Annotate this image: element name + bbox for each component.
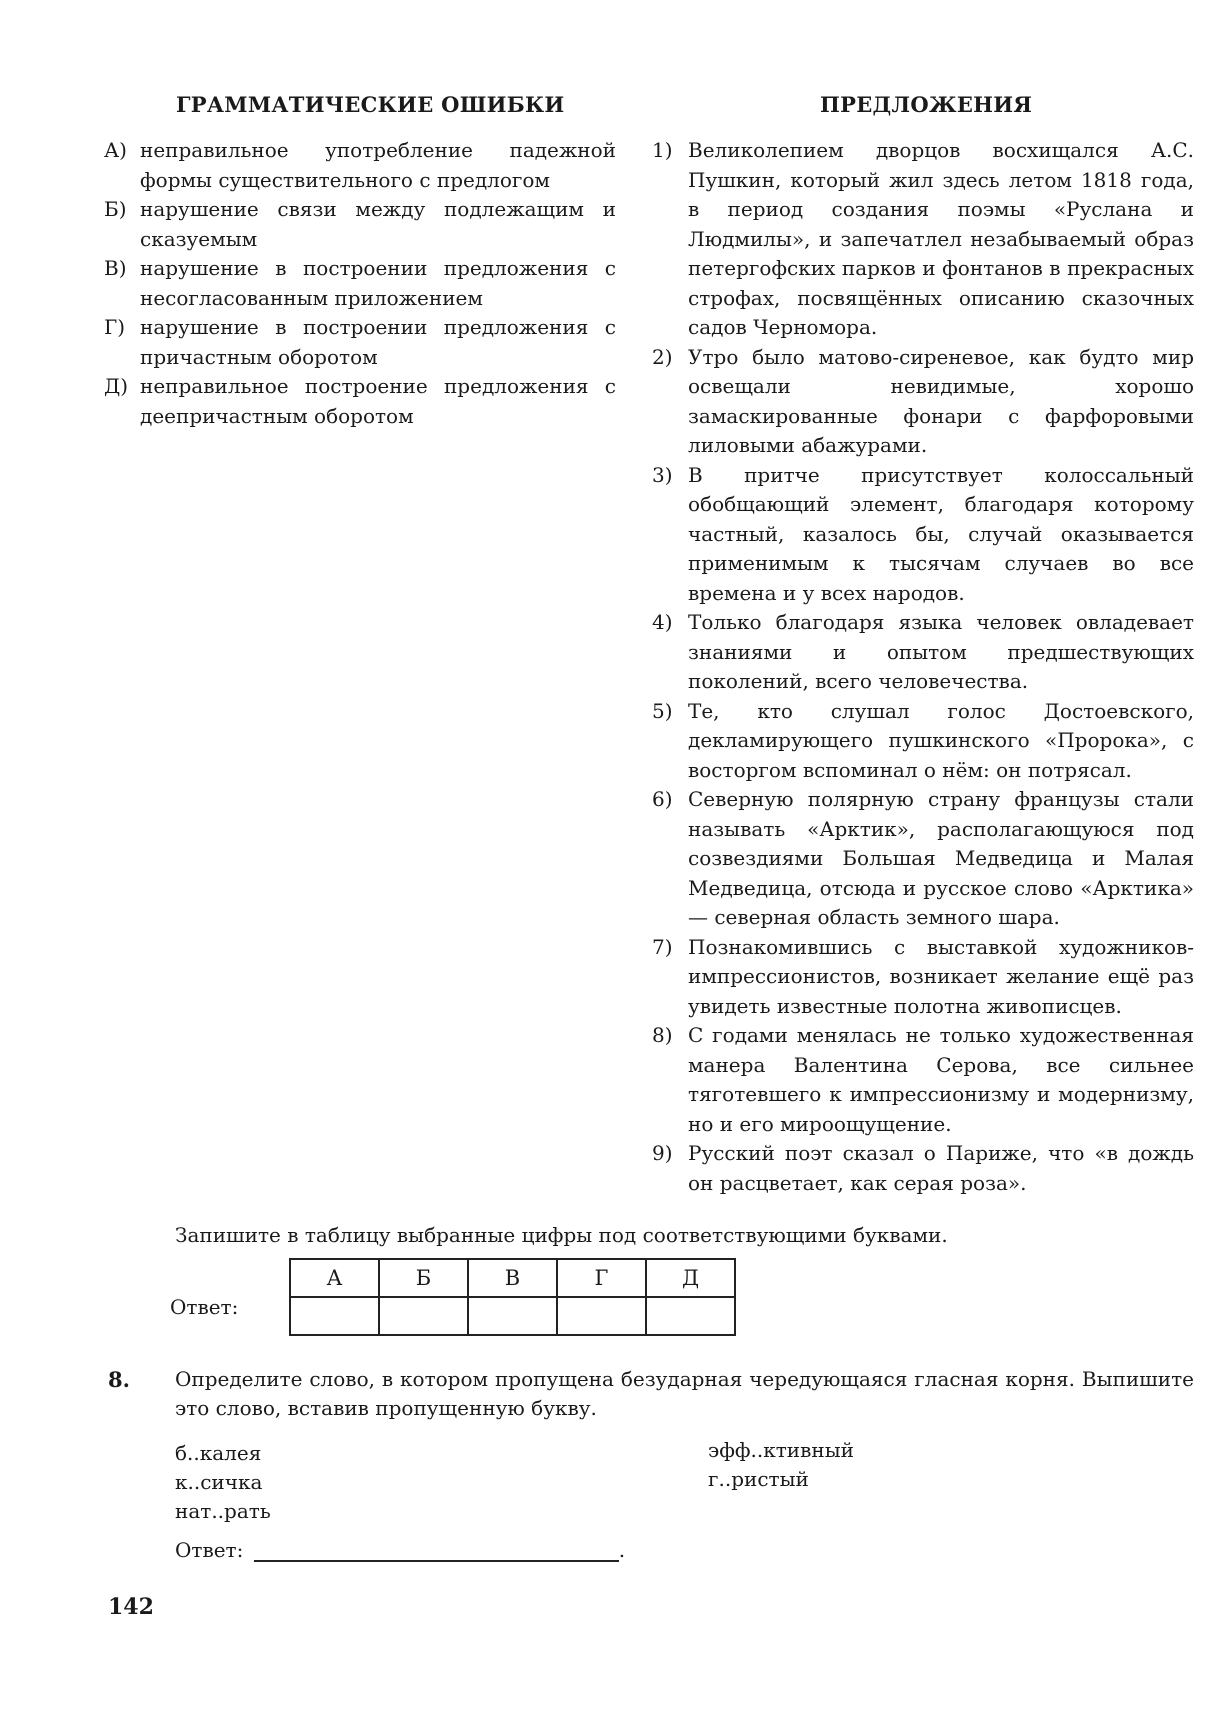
item-text: С годами менялась не только художественная манера Валентина Серова, все сильнее тяготевшего к импрессионизму и модернизму, но и его мироощущение. — [688, 1023, 1194, 1136]
answer-cell-d[interactable] — [646, 1297, 735, 1335]
sentences-column — [652, 92, 1194, 1198]
answer-cell-g[interactable] — [557, 1297, 646, 1335]
error-item-g — [104, 313, 616, 372]
item-text: нарушение в построении предложения с причастным оборотом — [140, 315, 616, 369]
answer-table-header-row — [290, 1259, 735, 1297]
sentence-item-8 — [652, 1021, 1194, 1139]
word-option: г..ристый — [708, 1467, 809, 1491]
item-marker: 8) — [652, 1023, 673, 1047]
item-text: Русский поэт сказал о Париже, что «в дождь он расцветает, как серая роза». — [688, 1141, 1194, 1195]
answer-header-g: Г — [557, 1259, 646, 1297]
sentence-item-6 — [652, 785, 1194, 933]
item-marker: 5) — [652, 698, 673, 723]
sentence-item-4 — [652, 608, 1194, 697]
item-marker: 6) — [652, 787, 673, 811]
answer-line-field[interactable] — [254, 1538, 619, 1562]
item-text: В притче присутствует колоссальный обобщающий элемент, благодаря которому частный, казалось бы, случай оказывается применимым к тысячам случаев во все времена и у всех народов. — [688, 462, 1194, 605]
answer-period: . — [618, 1538, 626, 1562]
task-8-answer — [175, 1538, 625, 1562]
answer-header-v: В — [468, 1259, 557, 1297]
word-option: б..калея — [175, 1441, 262, 1465]
item-text: Северную полярную страну французы стали называть «Арктик», располагающуюся под созвездиями Большая Медведица и Малая Медведица, отсюда и русское слово «Арктика» — северная область земного шара. — [688, 787, 1194, 929]
error-item-a — [104, 136, 616, 195]
item-text: Великолепием дворцов восхищался А.С. Пушкин, который жил здесь летом 1818 года, в период создания поэмы «Руслана и Людмилы», и запечатлел незабываемый образ петергофских парков и фонтанов в прекрасных строфах, посвящённых описанию сказочных садов Черномора. — [688, 138, 1194, 339]
item-marker: 9) — [652, 1141, 673, 1165]
item-marker: А) — [104, 138, 127, 162]
sentence-item-7 — [652, 933, 1194, 1022]
answer-cell-b[interactable] — [379, 1297, 468, 1335]
word-list-left — [175, 1439, 271, 1526]
item-marker: 2) — [652, 344, 673, 369]
answer-cell-a[interactable] — [290, 1297, 379, 1335]
item-marker: Б) — [104, 197, 127, 221]
item-text: Только благодаря языка человек овладевает знаниями и опытом предшествующих поколений, всего человечества. — [688, 610, 1194, 693]
task-text: Определите слово, в котором пропущена безударная чередующаяся гласная корня. Выпишите это слово, вставив пропущенную букву. — [175, 1367, 1194, 1420]
word-option: нат..рать — [175, 1499, 271, 1523]
item-text: Те, кто слушал голос Достоевского, декламирующего пушкинского «Пророка», с восторгом вспоминал о нём: он потрясал. — [688, 698, 1194, 782]
item-text: Познакомившись с выставкой художников-импрессионистов, возникает желание ещё раз увидеть известные полотна живописцев. — [688, 934, 1194, 1018]
word-option: эфф..ктивный — [708, 1438, 854, 1462]
item-marker: Г) — [104, 315, 126, 339]
answer-cell-v[interactable] — [468, 1297, 557, 1335]
answer-header-b: Б — [379, 1259, 468, 1297]
item-text: неправильное употребление падежной формы существительного с предлогом — [140, 138, 616, 192]
table-instruction: Запишите в таблицу выбранные цифры под соответствующими буквами. — [175, 1223, 948, 1247]
sentence-item-9 — [652, 1139, 1194, 1198]
answer-label: Ответ: — [175, 1538, 244, 1562]
error-item-b — [104, 195, 616, 254]
grammar-errors-heading: ГРАММАТИЧЕСКИЕ ОШИБКИ — [176, 92, 565, 117]
answer-table-label: Ответ: — [170, 1295, 239, 1319]
item-marker: Д) — [104, 374, 129, 398]
task-number: 8. — [108, 1367, 130, 1392]
item-text: Утро было матово-сиреневое, как будто мир освещали невидимые, хорошо замаскированные фонари с фарфоровыми лиловыми абажурами. — [688, 344, 1194, 457]
sentence-item-5 — [652, 697, 1194, 786]
item-marker: 7) — [652, 934, 673, 959]
sentences-heading: ПРЕДЛОЖЕНИЯ — [820, 92, 1033, 117]
error-item-d — [104, 372, 616, 431]
sentence-item-3 — [652, 461, 1194, 609]
answer-table-input-row — [290, 1297, 735, 1335]
item-marker: 4) — [652, 610, 673, 634]
item-marker: В) — [104, 256, 127, 280]
answer-header-d: Д — [646, 1259, 735, 1297]
sentence-item-2 — [652, 343, 1194, 461]
answer-table — [289, 1258, 736, 1336]
word-option: к..сичка — [175, 1470, 263, 1494]
grammar-errors-column — [104, 92, 616, 431]
task-8 — [108, 1365, 1194, 1423]
answer-header-a: А — [290, 1259, 379, 1297]
error-item-v — [104, 254, 616, 313]
word-list-right — [708, 1436, 854, 1494]
item-text: нарушение связи между подлежащим и сказуемым — [140, 197, 616, 251]
item-marker: 3) — [652, 462, 673, 487]
item-marker: 1) — [652, 138, 673, 162]
sentence-item-1 — [652, 136, 1194, 343]
page-number: 142 — [108, 1594, 154, 1620]
item-text: нарушение в построении предложения с несогласованным приложением — [140, 256, 616, 310]
item-text: неправильное построение предложения с деепричастным оборотом — [140, 374, 616, 428]
